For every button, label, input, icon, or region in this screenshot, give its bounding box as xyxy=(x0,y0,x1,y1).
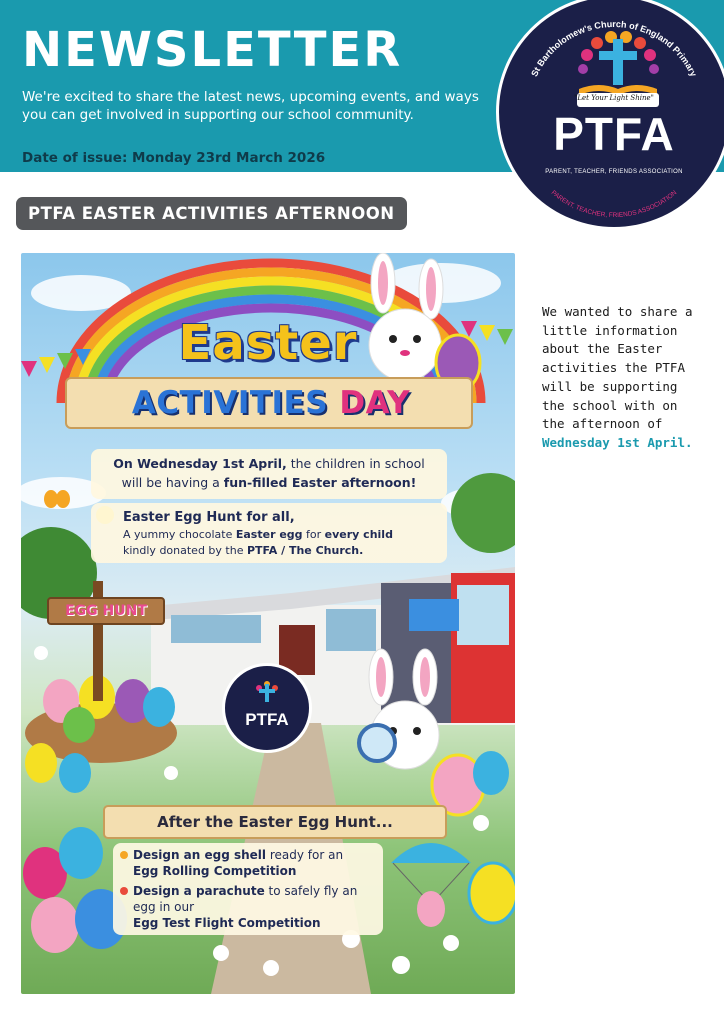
activity2-competition: Egg Test Flight Competition xyxy=(133,916,321,930)
cross-icon xyxy=(599,39,637,85)
activity1-bold: Design an egg shell xyxy=(133,848,267,862)
logo-motto: "Let Your Light Shine" xyxy=(574,94,654,102)
egg-hunt-line2-a: kindly donated by the xyxy=(123,544,244,557)
side-info-date: Wednesday 1st April. xyxy=(542,434,693,450)
egg-hunt-line2 xyxy=(123,543,447,559)
newsletter-title: NEWSLETTER xyxy=(22,22,403,78)
activity-egg-rolling xyxy=(133,847,377,879)
poster-intro-line2: will be having a xyxy=(121,475,220,490)
activity1-text: ready for an xyxy=(269,848,344,862)
egg-hunt-line1-a: A yummy chocolate xyxy=(123,528,233,541)
egg-hunt-line1-c: for xyxy=(306,528,322,541)
poster-title-easter: Easter xyxy=(178,315,358,371)
side-info-text: We wanted to share a little information about the Easter activities the PTFA will be supporting the school with on the afternoon of xyxy=(542,304,693,432)
issue-date: Date of issue: Monday 23rd March 2026 xyxy=(22,150,326,166)
logo-ring-text: St Bartholomew's Church of England Primary xyxy=(529,18,699,79)
side-info xyxy=(542,303,702,453)
egg-hunt-sign: EGG HUNT xyxy=(47,597,165,625)
poster-intro-rest: the children in school xyxy=(290,456,425,471)
egg-hunt-info xyxy=(91,503,447,563)
activity2-text: to safely fly an egg in our xyxy=(133,884,358,914)
activity-egg-flight xyxy=(133,883,377,931)
section-title: PTFA EASTER ACTIVITIES AFTERNOON xyxy=(16,197,407,230)
poster-title-day-word: DAY xyxy=(339,385,411,421)
logo-ring-lower: PARENT, TEACHER, FRIENDS ASSOCIATION xyxy=(549,189,679,220)
poster-badge-text: PTFA xyxy=(245,710,289,729)
ptfa-logo xyxy=(496,0,724,230)
badge-cross-icon xyxy=(225,666,309,750)
svg-text:PARENT, TEACHER, FRIENDS ASSOC xyxy=(550,189,679,219)
egg-hunt-line1-b: Easter egg xyxy=(235,528,303,541)
bullet-icon xyxy=(120,887,128,895)
newsletter-intro: We're excited to share the latest news, upcoming events, and ways you can get involved in supporting our school community. xyxy=(22,89,479,123)
poster-ptfa-badge xyxy=(222,663,312,753)
parachute-icon xyxy=(391,843,471,927)
egg-hunt-line1 xyxy=(123,527,447,543)
poster-intro-date: On Wednesday 1st April, xyxy=(113,456,287,471)
bullet-icon xyxy=(120,851,128,859)
poster-intro xyxy=(91,449,447,499)
egg-hunt-title: Easter Egg Hunt for all, xyxy=(123,510,295,525)
poster-title-banner xyxy=(65,377,473,429)
poster-title-day xyxy=(67,385,475,421)
after-hunt-title: After the Easter Egg Hunt... xyxy=(103,805,447,839)
logo-ptfa: PTFA xyxy=(553,108,675,160)
activity2-bold: Design a parachute xyxy=(133,884,265,898)
poster-intro-fun: fun-filled Easter afternoon! xyxy=(223,475,417,490)
egg-hunt-line2-b: PTFA / The Church. xyxy=(246,544,364,557)
easter-poster xyxy=(21,253,515,994)
activity1-competition: Egg Rolling Competition xyxy=(133,864,297,878)
egg-hunt-line1-d: every child xyxy=(324,528,393,541)
poster-title-activities: ACTIVITIES xyxy=(131,385,329,421)
after-hunt-activities xyxy=(113,843,383,935)
school-building-icon xyxy=(141,567,515,725)
logo-subtitle: PARENT, TEACHER, FRIENDS ASSOCIATION xyxy=(545,169,683,175)
